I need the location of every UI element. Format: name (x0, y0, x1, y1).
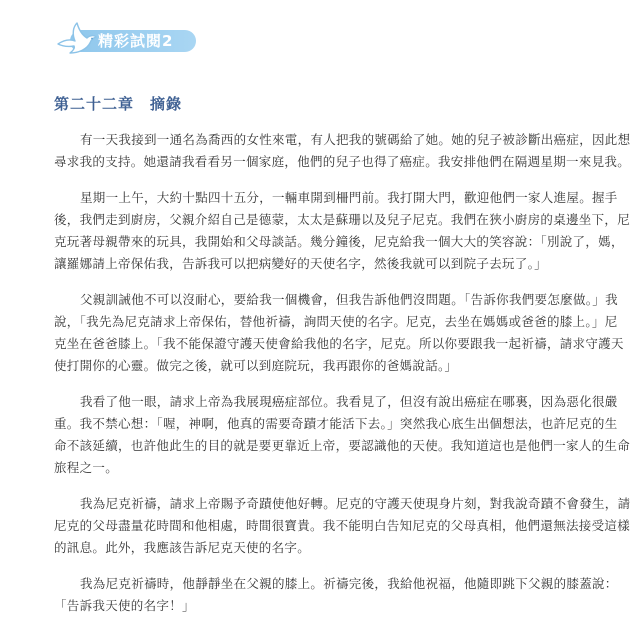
chapter-title: 第二十二章 摘錄 (54, 95, 183, 113)
section-badge (54, 26, 196, 56)
paragraph: 有一天我接到一通名為喬西的女性來電，有人把我的號碼給了她。她的兒子被診斷出癌症，因此想 尋求我的支持。她還請我看看另一個家庭，他們的兒子也得了癌症。我安排他們在隔週星期一來見我。 (54, 132, 631, 169)
paragraph: 父親訓誡他不可以沒耐心，要給我一個機會，但我告訴他們沒問題。「告訴你我們要怎麼做。」我 說，「我先為尼克請求上帝保佑，替他祈禱，詢問天使的名字。尼克，去坐在媽媽或爸爸的膝上。」尼 克坐在爸爸膝上。「我不能保證守護天使會給我他的名字，尼克。所以你要跟我一起祈禱，請求守護天 使打開你的心靈。做完之後，就可以到庭院玩，我再跟你的爸媽說話。」 (54, 292, 624, 373)
paragraph: 我看了他一眼，請求上帝為我展現癌症部位。我看見了，但沒有說出癌症在哪裏，因為惡化很嚴 重。我不禁心想：「喔，神啊，他真的需要奇蹟才能活下去。」突然我心底生出個想法，也許尼克的生 命不該延續，也許他此生的目的就是要更靠近上帝，要認識他的天使。我知道這也是他們一家人的生命 旅程之一。 (54, 394, 631, 475)
paragraph: 星期一上午，大約十點四十五分，一輛車開到柵門前。我打開大門，歡迎他們一家人進屋。握手 後，我們走到廚房，父親介紹自己是德蒙，太太是蘇珊以及兒子尼克。我們在狹小廚房的桌邊坐下，尼 克玩著母親帶來的玩具，我開始和父母談話。幾分鐘後，尼克給我一個大大的笑容說：「別說了，媽， 讓羅娜請上帝保佑我，告訴我可以把病變好的天使名字，然後我就可以到院子去玩了。」 (54, 190, 631, 271)
paragraph: 我為尼克祈禱，請求上帝賜予奇蹟使他好轉。尼克的守護天使現身片刻，對我說奇蹟不會發生，請 尼克的父母盡量花時間和他相處，時間很寶貴。我不能明白告知尼克的父母真相，他們還無法接受這樣 的訊息。此外，我應該告訴尼克天使的名字。 (54, 496, 631, 555)
paragraph: 我為尼克祈禱時，他靜靜坐在父親的膝上。祈禱完後，我給他祝福，他隨即跳下父親的膝蓋說： 「告訴我天使的名字！」 (54, 576, 618, 613)
excerpt-body (54, 129, 643, 631)
badge-label: 精彩試閱2 (98, 32, 174, 50)
dove-icon (54, 22, 98, 60)
